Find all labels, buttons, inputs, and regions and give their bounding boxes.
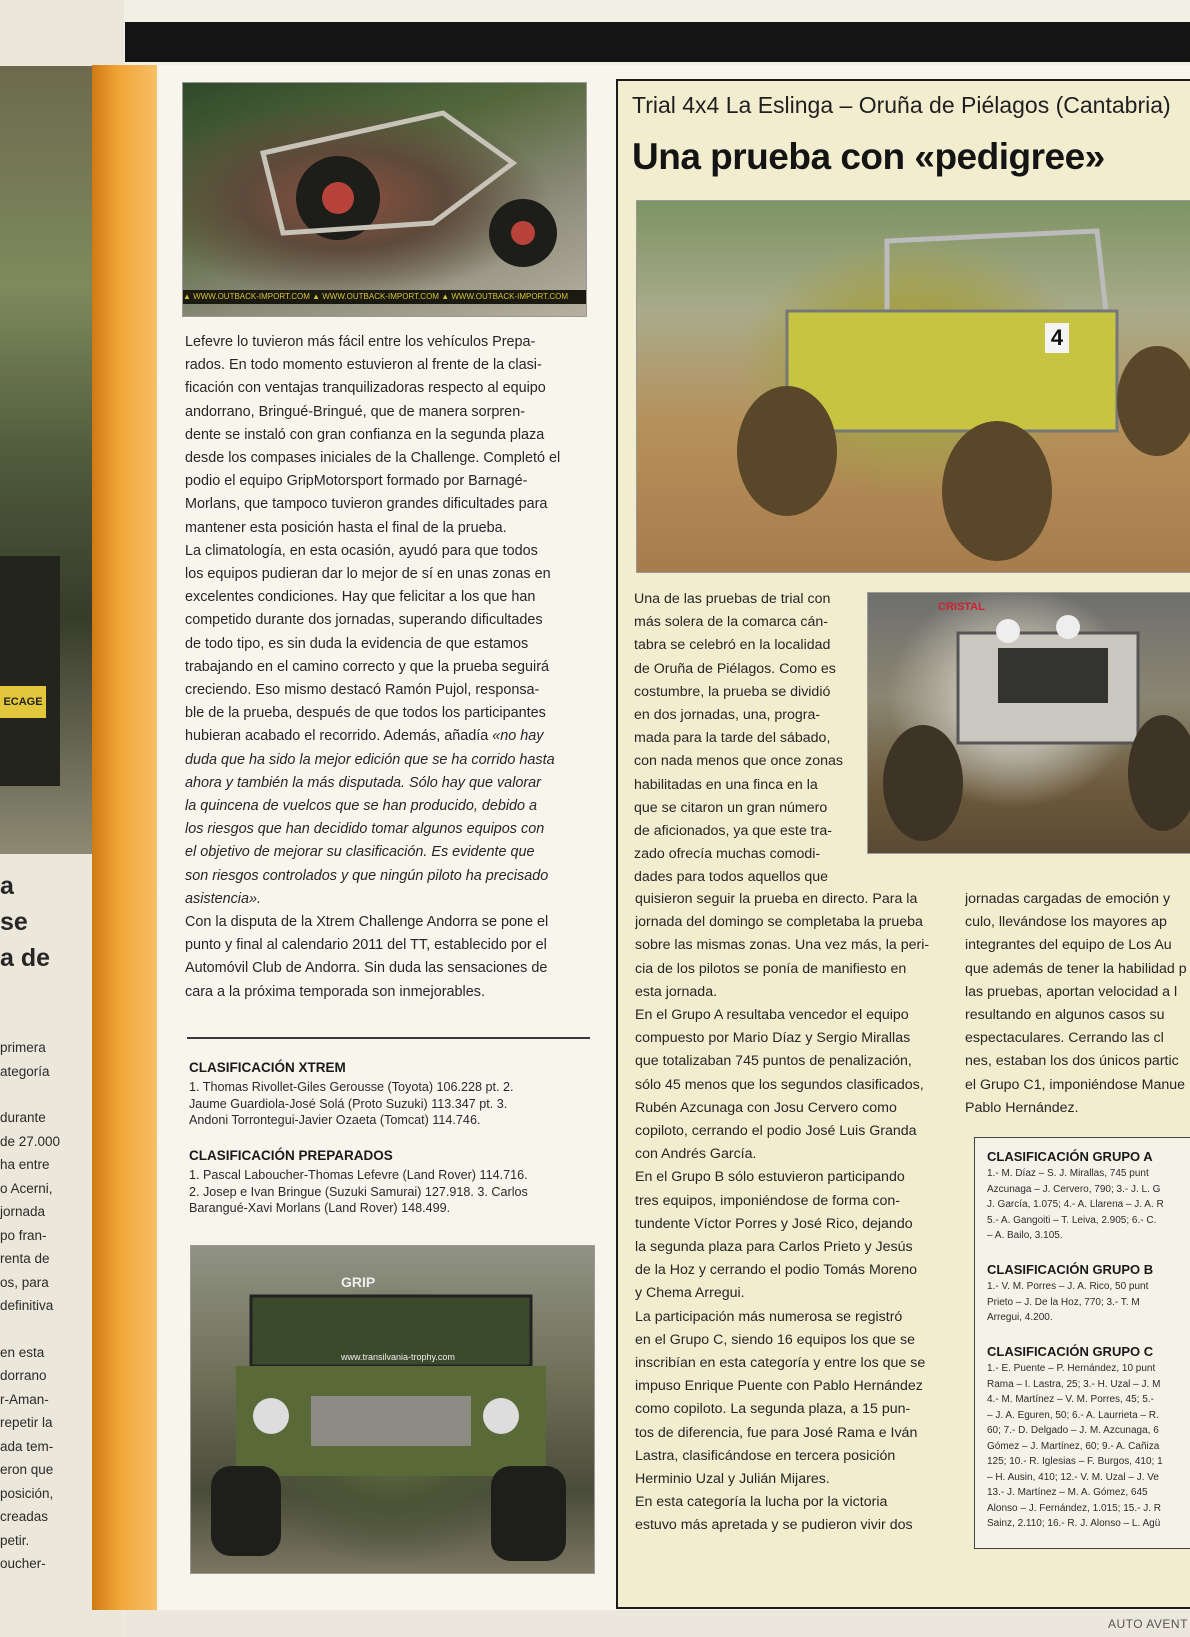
photo-banner-tape: ▲ WWW.OUTBACK-IMPORT.COM ▲ WWW.OUTBACK-IMPORT.COM ▲ WWW.OUTBACK-IMPORT.COM [183, 290, 586, 304]
clasificacion-line: – H. Ausin, 410; 12.- V. M. Uzal – J. Ve [987, 1471, 1159, 1483]
text-line: copiloto, cerrando el podio José Luis Granda [635, 1123, 917, 1140]
text-span: La climatología, en esta ocasión, ayudó para que todos [185, 542, 538, 559]
text-line: de Oruña de Piélagos. Como es [634, 660, 836, 677]
text-span: rados. En todo momento estuvieron al frente de la clasi- [185, 357, 542, 374]
clasificacion-line: Alonso – J. Fernández, 1.015; 15.- J. R [987, 1502, 1161, 1514]
text-line [185, 934, 591, 957]
clasificacion-xtrem [189, 1060, 599, 1129]
photo-green-land-rover [190, 1245, 595, 1574]
clasificacion-line: 1.- V. M. Porres – J. A. Rico, 50 punt [987, 1281, 1149, 1292]
text-line [185, 656, 591, 679]
text-line: que totalizaban 745 puntos de penalización, [635, 1053, 912, 1070]
text-line [185, 633, 591, 656]
clasificacion-line: Gómez – J. Martínez, 60; 9.- A. Cañiza [987, 1440, 1160, 1452]
text-span: podio el equipo GripMotorsport formado por Barnagé- [185, 473, 528, 490]
photo-brand-text: GRIP [341, 1274, 376, 1290]
text-line [185, 586, 591, 609]
text-line [185, 957, 591, 980]
text-line: posición, [0, 1485, 54, 1501]
text-line: En el Grupo B sólo estuvieron participando [635, 1169, 905, 1186]
text-line: en dos jornadas, una, progra- [634, 707, 821, 724]
text-line: se [0, 908, 28, 936]
text-line: sólo 45 menos que los segundos clasificados, [635, 1076, 924, 1093]
text-line: tres equipos, imponiéndose de forma con- [635, 1192, 900, 1209]
left-photo-vehicle [0, 556, 60, 786]
text-line: en esta [0, 1344, 45, 1360]
italic-quote: son riesgos controlados y que ningún piloto ha precisado [185, 867, 549, 884]
clasificacion-grupo-c [987, 1343, 1190, 1532]
text-line: espectaculares. Cerrando las cl [965, 1030, 1164, 1047]
clasificacion-line: Azcunaga – J. Cervero, 790; 3.- J. L. G [987, 1183, 1161, 1195]
left-page-headline [0, 868, 90, 976]
section-separator [187, 1037, 590, 1039]
text-line [185, 331, 591, 354]
article-kicker: Trial 4x4 La Eslinga – Oruña de Piélagos (Cantabria) [632, 92, 1171, 118]
text-span: trabajando en el camino correcto y que la prueba seguirá [185, 658, 549, 675]
clasificacion-grupo-b [987, 1261, 1190, 1326]
text-line [185, 493, 591, 516]
text-line [185, 540, 591, 563]
text-line: las pruebas, aportan velocidad a l [965, 983, 1178, 1000]
italic-quote: asistencia». [185, 890, 261, 907]
italic-quote: la quincena de vuelcos que se han producido, debido a [185, 798, 538, 815]
article-cantabria-intro [634, 588, 858, 890]
text-line [185, 702, 591, 725]
text-line: jornadas cargadas de emoción y [965, 891, 1171, 907]
text-span: desde los compases iniciales de la Challenge. Completó el [185, 450, 561, 467]
text-span: los equipos pudieran dar lo mejor de sí en unas zonas en [185, 566, 551, 583]
text-line: inscribían en esta categoría y entre los que se [635, 1355, 926, 1372]
clasificacion-line: 1. Pascal Laboucher-Thomas Lefevre (Land Rover) 114.716. [189, 1167, 528, 1182]
footer-magazine-name: AUTO AVENT [1108, 1617, 1188, 1631]
text-line: habilitadas en una finca en la [634, 776, 818, 793]
bottom-margin [125, 1610, 1190, 1637]
text-line [0, 1083, 90, 1106]
text-line: con Andrés García. [635, 1146, 757, 1163]
clasificacion-line: – A. Bailo, 3.105. [987, 1230, 1063, 1241]
article-cantabria-col3 [965, 888, 1190, 1120]
italic-quote: duda que ha sido la mejor edición que se ha corrido hasta [185, 751, 555, 768]
text-line: a [0, 872, 14, 900]
clasificacion-heading: CLASIFICACIÓN GRUPO A [987, 1149, 1153, 1164]
clasificacion-line: 1.- M. Díaz – S. J. Mirallas, 745 punt [987, 1168, 1149, 1179]
article-cantabria-body [635, 888, 943, 1538]
clasificacion-line: 60; 7.- D. Delgado – J. M. Azcunaga, 6 [987, 1425, 1159, 1436]
photo-race-number: 4 [1045, 323, 1069, 353]
text-line: compuesto por Mario Díaz y Sergio Mirallas [635, 1030, 911, 1047]
text-span: mantener esta posición hasta el final de la prueba. [185, 519, 507, 536]
clasificacion-grupo-a [987, 1148, 1190, 1244]
clasificacion-preparados [189, 1148, 599, 1217]
text-line: os, para [0, 1274, 49, 1290]
text-span: Automóvil Club de Andorra. Sin duda las sensaciones de [185, 960, 548, 977]
clasificacion-line: Jaume Guardiola-José Solá (Proto Suzuki) 113.347 pt. 3. [189, 1096, 508, 1111]
clasificacion-line: Arregui, 4.200. [987, 1312, 1053, 1323]
text-span: ble de la prueba, después de que todos los participantes [185, 705, 546, 722]
text-line: el Grupo C1, imponiéndose Manue [965, 1076, 1186, 1093]
text-line: resultando en algunos casos su [965, 1007, 1165, 1024]
text-line: Lastra, clasificándose en tercera posición [635, 1447, 896, 1464]
text-line: Una de las pruebas de trial con [634, 591, 831, 607]
text-line: jornada del domingo se completaba la prueba [635, 914, 923, 931]
photo-landrover-illustration [191, 1246, 594, 1573]
clasificacion-line: 5.- A. Gangoiti – T. Leiva, 2.905; 6.- C. [987, 1214, 1157, 1226]
text-line: culo, llevándose los mayores ap [965, 914, 1167, 931]
text-line: zado ofrecía muchas comodi- [634, 846, 821, 863]
left-page-photo [0, 66, 92, 854]
text-line: tabra se celebró en la localidad [634, 637, 831, 654]
text-line [185, 563, 591, 586]
text-span: dente se instaló con gran confianza en la segunda plaza [185, 426, 545, 443]
text-line: definitiva [0, 1298, 54, 1313]
text-line: Rubén Azcunaga con Josu Cervero como [635, 1099, 897, 1116]
text-line [185, 749, 591, 772]
text-span: ficación con ventajas tranquilizadoras respecto al equipo [185, 380, 546, 397]
clasificacion-line: – J. A. Eguren, 50; 6.- A. Laurrieta – R. [987, 1409, 1159, 1421]
text-line [185, 725, 591, 748]
text-line: repetir la [0, 1415, 53, 1430]
text-line: ategoría [0, 1063, 50, 1079]
left-photo-plate: ECAGE [0, 686, 46, 718]
article-title: Una prueba con «pedigree» [632, 136, 1105, 177]
clasificacion-preparados-heading: CLASIFICACIÓN PREPARADOS [189, 1148, 393, 1163]
text-span: competido durante dos jornadas, superando dificultades [185, 612, 543, 629]
text-line: Herminio Uzal y Julián Mijares. [635, 1471, 830, 1488]
text-span: Con la disputa de la Xtrem Challenge Andorra se pone el [185, 914, 549, 931]
text-line: mada para la tarde del sábado, [634, 730, 831, 747]
clasificacion-line: J. García, 1.075; 4.- A. Llarena – J. A. R [987, 1199, 1164, 1210]
photo-buggy-rocks [182, 82, 587, 317]
photo-url-text: www.transilvania-trophy.com [341, 1352, 455, 1362]
text-line: de aficionados, ya que este tra- [634, 823, 832, 840]
text-line: quisieron seguir la prueba en directo. Para la [635, 891, 918, 907]
text-line: a de [0, 944, 51, 972]
text-line: la segunda plaza para Carlos Prieto y Jesús [635, 1239, 913, 1256]
text-span: andorrano, Bringué-Bringué, que de manera sorpren- [185, 403, 525, 420]
article-xtrem-body [185, 331, 591, 1004]
text-line: y Chema Arregui. [635, 1285, 745, 1302]
text-line: con nada menos que once zonas [634, 753, 844, 770]
text-line: integrantes del equipo de Los Au [965, 937, 1172, 954]
text-span: creciendo. Eso mismo destacó Ramón Pujol, responsa- [185, 682, 540, 699]
text-line: de la Hoz y cerrando el podio Tomás Moreno [635, 1262, 918, 1279]
text-span: hubieran acabado el recorrido. Además, añadía [185, 728, 493, 745]
text-line [185, 354, 591, 377]
clasificacion-line: 13.- J. Martínez – M. A. Gómez, 645 [987, 1487, 1148, 1498]
clasificacion-line: Barangué-Xavi Morlans (Land Rover) 148.499. [189, 1201, 451, 1216]
clasificacion-heading: CLASIFICACIÓN GRUPO C [987, 1344, 1154, 1359]
text-line: eron que [0, 1462, 54, 1477]
text-line [185, 841, 591, 864]
photo-white-buggy [867, 592, 1190, 854]
clasificacion-line: 4.- M. Martínez – V. M. Porres, 45; 5.- [987, 1394, 1154, 1405]
photo-buggy-illustration [183, 83, 586, 316]
text-line: En el Grupo A resultaba vencedor el equipo [635, 1007, 909, 1024]
text-line: de 27.000 [0, 1133, 61, 1149]
text-line: ha entre [0, 1157, 50, 1172]
text-span: cara a la próxima temporada son inmejorables. [185, 983, 485, 1000]
clasificacion-heading: CLASIFICACIÓN GRUPO B [987, 1262, 1154, 1277]
text-line: que se citaron un gran número [634, 799, 828, 816]
text-line: En esta categoría la lucha por la victoria [635, 1494, 888, 1511]
text-line: dades para todos aquellos que [634, 869, 829, 886]
text-line: esta jornada. [635, 983, 718, 1000]
clasificacion-line: Sainz, 2.110; 16.- R. J. Alonso – L. Agü [987, 1518, 1161, 1529]
clasificacion-line: 125; 10.- R. Iglesias – F. Burgos, 410; 1 [987, 1456, 1163, 1467]
top-black-bar [125, 22, 1190, 62]
text-span: Morlans, que tampoco tuvieron grandes dificultades para [185, 496, 548, 513]
clasificacion-line: 1.- E. Puente – P. Hernández, 10 punt [987, 1363, 1156, 1374]
text-line [185, 679, 591, 702]
text-line: creadas [0, 1509, 49, 1524]
text-line: nes, estaban los dos únicos partic [965, 1053, 1179, 1070]
text-line: petir. [0, 1532, 30, 1548]
text-line: o Acerni, [0, 1180, 53, 1196]
italic-quote: «no hay [492, 728, 544, 745]
text-line: po fran- [0, 1227, 47, 1243]
text-line [185, 772, 591, 795]
text-line: durante [0, 1110, 46, 1125]
italic-quote: los riesgos que han decidido tomar algunos equipos con [185, 821, 545, 838]
text-line: r-Aman- [0, 1391, 49, 1407]
text-line: cia de los pilotos se ponía de manifiesto en [635, 960, 907, 977]
clasificacion-line: Rama – I. Lastra, 25; 3.- H. Uzal – J. M [987, 1378, 1161, 1390]
text-span: Lefevre lo tuvieron más fácil entre los vehículos Prepa- [185, 334, 536, 350]
text-line: que además de tener la habilidad p [965, 960, 1187, 977]
text-line: ada tem- [0, 1438, 54, 1454]
text-line [185, 888, 591, 911]
text-line: costumbre, la prueba se dividió [634, 683, 831, 700]
photo-yellow-buggy [636, 200, 1190, 573]
text-line: sobre las mismas zonas. Una vez más, la peri- [635, 937, 930, 954]
text-line [185, 401, 591, 424]
clasificacion-line: 1. Thomas Rivollet-Giles Gerousse (Toyota) 106.228 pt. 2. [189, 1079, 514, 1094]
text-span: excelentes condiciones. Hay que felicitar a los que han [185, 589, 536, 606]
text-line: oucher- [0, 1556, 46, 1571]
text-line: como copiloto. La segunda plaza, a 15 pun- [635, 1401, 911, 1418]
text-line: estuvo más apretada y se pudieron vivir dos [635, 1517, 913, 1534]
photo-sign-text: CRISTAL [938, 601, 985, 613]
text-line: dorrano [0, 1368, 47, 1383]
text-line [185, 447, 591, 470]
italic-quote: el objetivo de mejorar su clasificación. Es evidente que [185, 844, 535, 861]
text-line [185, 795, 591, 818]
italic-quote: ahora y también la más disputada. Sólo hay que valorar [185, 774, 541, 791]
text-line [185, 981, 591, 1004]
text-line: primera [0, 1040, 46, 1055]
page-gutter [92, 65, 157, 1610]
text-line: La participación más numerosa se registró [635, 1308, 903, 1325]
clasificacion-line: Andoni Torrontegui-Javier Ozaeta (Tomcat) 114.746. [189, 1113, 481, 1128]
text-line: tos de diferencia, fue para José Rama e Iván [635, 1424, 918, 1441]
clasificacion-line: Prieto – J. De la Hoz, 770; 3.- T. M [987, 1296, 1140, 1308]
text-line: renta de [0, 1251, 50, 1266]
clasificacion-line: 2. Josep e Ivan Bringue (Suzuki Samurai) 127.918. 3. Carlos [189, 1184, 528, 1199]
text-line: en el Grupo C, siendo 16 equipos los que se [635, 1331, 915, 1348]
text-span: punto y final al calendario 2011 del TT, establecido por el [185, 937, 547, 954]
text-line [185, 609, 591, 632]
photo-yellow-buggy-illustration [637, 201, 1190, 572]
text-line [185, 424, 591, 447]
text-line: tundente Víctor Porres y José Rico, dejando [635, 1215, 913, 1232]
text-line [185, 470, 591, 493]
text-line: impuso Enrique Puente con Pablo Hernández [635, 1378, 923, 1395]
text-line [185, 818, 591, 841]
clasificacion-xtrem-heading: CLASIFICACIÓN XTREM [189, 1060, 346, 1075]
left-page-text [0, 1036, 90, 1576]
photo-white-buggy-illustration [868, 593, 1190, 853]
text-line [185, 865, 591, 888]
text-line: Pablo Hernández. [965, 1099, 1079, 1116]
text-line: jornada [0, 1204, 46, 1219]
text-line [0, 1318, 90, 1341]
text-span: de todo tipo, es sin duda la evidencia de que estamos [185, 635, 529, 652]
text-line [185, 377, 591, 400]
text-line: más solera de la comarca cán- [634, 614, 828, 631]
text-line [185, 517, 591, 540]
text-line [185, 911, 591, 934]
